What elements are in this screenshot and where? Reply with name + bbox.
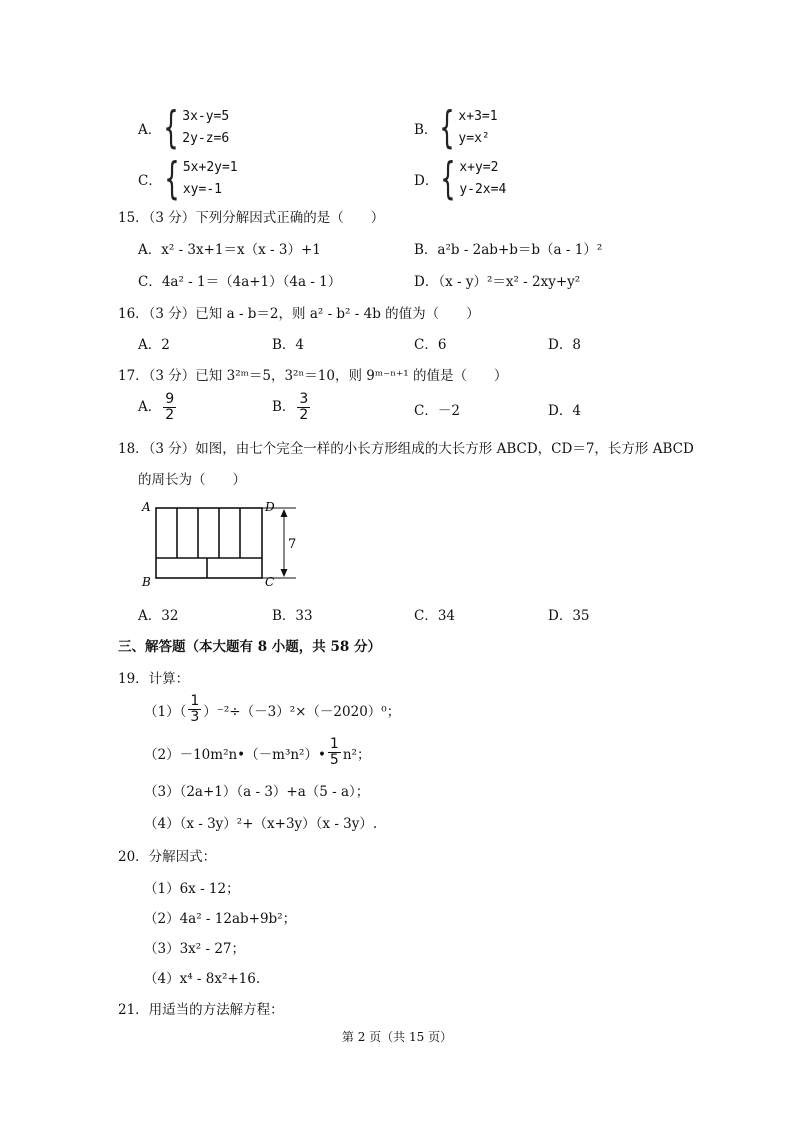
q19-part-2: （2）－10m²n•（－m³n²）• $\frac{1}{5}$ n²； (144, 736, 371, 768)
vertex-label-d: D (265, 500, 275, 514)
equation: 3x-y=5 (182, 109, 230, 124)
equation: x+3=1 (458, 109, 498, 124)
q14-option-b (414, 102, 498, 153)
option-label: A． (138, 122, 162, 138)
brace-icon: { (440, 153, 457, 204)
q16-option-c: C．6 (414, 337, 447, 353)
q17-option-b: B． $\frac{3}{2}$ (272, 391, 309, 423)
option-label: B． (414, 122, 438, 138)
q16-option-b: B．4 (272, 337, 305, 353)
q19-stem: 19．计算： (118, 671, 190, 687)
q18-stem-line1: 18．（3 分）如图，由七个完全一样的小长方形组成的大长方形 ABCD，CD＝7，长方形 ABCD (118, 441, 694, 457)
q20-part-4: （4）x⁴ - 8x²+16. (144, 971, 261, 987)
q18-option-b: B．33 (272, 608, 313, 624)
q17-option-a: A． $\frac{9}{2}$ (138, 391, 175, 423)
q19-part-1: （1）（ $\frac{1}{3}$ ）⁻²÷（－3）²×（－2020）⁰； (144, 693, 401, 725)
q18-figure (138, 496, 308, 588)
q18-stem-line2: 的周长为（ ） (138, 472, 246, 488)
equation: x+y=2 (459, 160, 499, 175)
arrow-up-icon (281, 509, 288, 517)
q14-option-a (138, 102, 230, 153)
q20-stem: 20．分解因式： (118, 849, 217, 865)
brace-icon: { (163, 102, 179, 153)
q21-stem: 21．用适当的方法解方程： (118, 1002, 284, 1018)
vertex-label-b: B (142, 575, 151, 588)
q20-part-3: （3）3x² - 27； (144, 941, 246, 957)
q15-option-a: A．x² - 3x+1＝x（x - 3）+1 (138, 242, 321, 258)
vertex-label-a: A (142, 500, 151, 514)
q16-stem: 16．（3 分）已知 a - b＝2，则 a² - b² - 4b 的值为（ ） (118, 306, 480, 322)
q15-option-b: B．a²b - 2ab+b＝b（a - 1）² (414, 242, 603, 258)
q14-option-c (138, 153, 238, 204)
equation: y=x² (458, 131, 490, 146)
option-label: D． (414, 173, 439, 189)
arrow-down-icon (281, 569, 288, 577)
q14-option-d (414, 153, 507, 204)
q18-option-c: C．34 (414, 608, 456, 624)
q15-stem: 15．（3 分）下列分解因式正确的是（ ） (118, 210, 385, 226)
page-footer: 第 2 页（共 15 页） (341, 1030, 453, 1044)
q16-option-a: A．2 (138, 337, 170, 353)
brace-icon: { (164, 153, 180, 204)
option-label: C． (138, 173, 162, 189)
fraction: $\frac{9}{2}$ (165, 391, 175, 423)
q17-option-c: C．－2 (414, 403, 460, 419)
fraction: $\frac{1}{3}$ (190, 693, 200, 725)
equation: 2y-z=6 (182, 131, 230, 146)
dimension-label: 7 (288, 537, 297, 552)
vertex-label-c: C (265, 575, 275, 588)
q20-part-2: （2）4a² - 12ab+9b²； (144, 911, 297, 927)
q16-option-d: D．8 (548, 337, 581, 353)
q19-part-4: （4）（x - 3y）²+（x+3y）（x - 3y）. (144, 816, 378, 832)
q17-stem: 17．（3 分）已知 3²ᵐ＝5，3²ⁿ＝10，则 9ᵐ⁻ⁿ⁺¹ 的值是（ ） (118, 368, 508, 384)
equation: 5x+2y=1 (182, 160, 238, 175)
section-title: 三、解答题（本大题有 8 小题，共 58 分） (118, 639, 381, 655)
equation: y-2x=4 (459, 182, 507, 197)
equation: xy=-1 (182, 182, 222, 197)
q19-part-3: （3）（2a+1）（a - 3）+a（5 - a）； (144, 784, 370, 800)
q15-option-d: D．（x - y）²＝x² - 2xy+y² (414, 274, 581, 290)
fraction: $\frac{3}{2}$ (299, 391, 309, 423)
q20-part-1: （1）6x - 12； (144, 881, 240, 897)
brace-icon: { (439, 102, 456, 153)
q15-option-c: C．4a² - 1＝（4a+1）（4a - 1） (138, 274, 342, 290)
q17-option-d: D．4 (548, 403, 581, 419)
q18-option-d: D．35 (548, 608, 590, 624)
fraction: $\frac{1}{5}$ (329, 736, 339, 768)
rectangle-abcd (156, 508, 262, 578)
q18-option-a: A．32 (138, 608, 179, 624)
